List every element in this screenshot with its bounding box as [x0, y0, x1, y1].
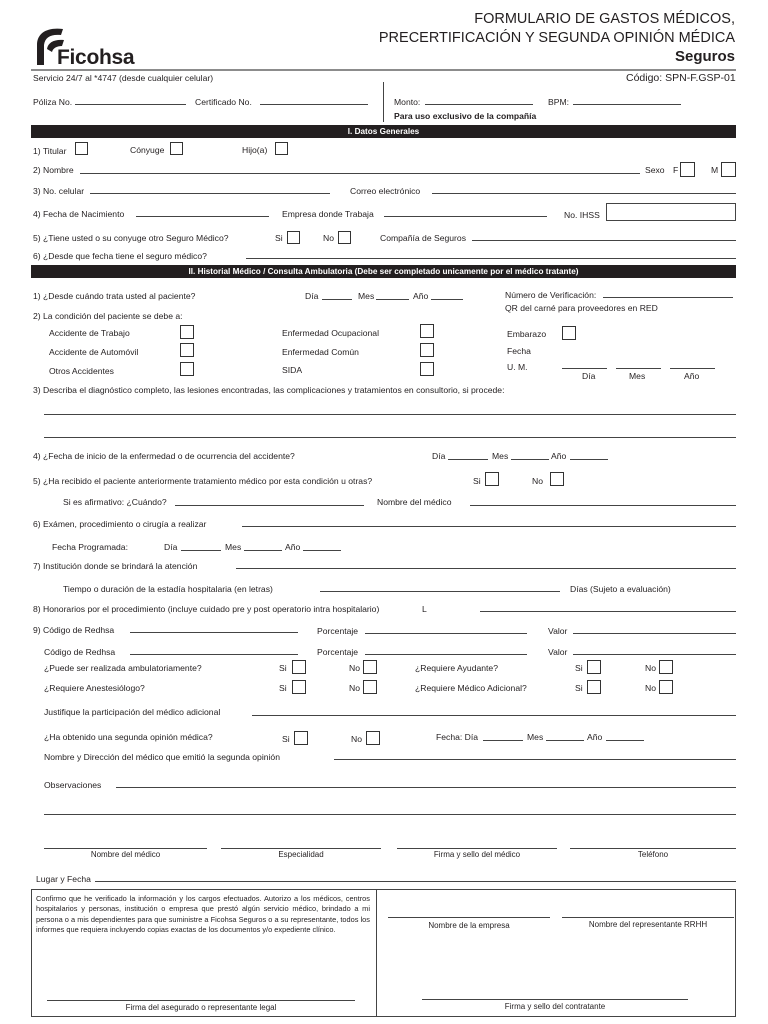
- otro-seguro-si-label: Si: [275, 233, 283, 243]
- conyuge-label: Cónyuge: [130, 145, 165, 155]
- q5-si-checkbox[interactable]: [485, 472, 499, 486]
- q1-dia-label: Día: [305, 291, 319, 301]
- q9-codigo-field[interactable]: [130, 632, 298, 633]
- sig-firma-medico-caption: Firma y sello del médico: [433, 850, 521, 859]
- section1-title: I. Datos Generales: [31, 125, 736, 138]
- declaration-divider: [376, 889, 377, 1017]
- ambulatoria-si-checkbox[interactable]: [292, 660, 306, 674]
- codigo2-field[interactable]: [130, 654, 298, 655]
- um-ano-label: Año: [684, 371, 700, 381]
- q9-label: 9) Código de Redhsa: [33, 625, 115, 635]
- otro-seguro-si-checkbox[interactable]: [287, 231, 300, 244]
- q2-label: 2) La condición del paciente se debe a:: [33, 311, 183, 321]
- porcentaje2-label: Porcentaje: [317, 647, 359, 657]
- q4-ano-label: Año: [551, 451, 567, 461]
- ihss-field[interactable]: [606, 203, 736, 221]
- q7-field[interactable]: [236, 568, 736, 569]
- fp-dia-label: Día: [164, 542, 178, 552]
- porcentaje2-field[interactable]: [365, 654, 527, 655]
- q4-dia-label: Día: [432, 451, 446, 461]
- otros-accidentes-checkbox[interactable]: [180, 362, 194, 376]
- q1-ano-label: Año: [413, 291, 429, 301]
- so-ano-label: Año: [587, 732, 603, 742]
- celular-field[interactable]: [90, 193, 330, 194]
- fp-ano-label: Año: [285, 542, 301, 552]
- accidente-trabajo-checkbox[interactable]: [180, 325, 194, 339]
- q5-nombre-medico-label: Nombre del médico: [377, 497, 452, 507]
- valor2-label: Valor: [548, 647, 568, 657]
- header-rule: [31, 69, 736, 71]
- so-fecha-label: Fecha: Día: [436, 732, 479, 742]
- lempira-label: L: [422, 604, 427, 614]
- sida-checkbox[interactable]: [420, 362, 434, 376]
- nacimiento-label: 4) Fecha de Nacimiento: [33, 209, 125, 219]
- honorarios-field[interactable]: [480, 611, 736, 612]
- nombre-direccion-label: Nombre y Dirección del médico que emitió la segunda opinión: [44, 752, 280, 762]
- fp-dia-field[interactable]: [181, 550, 221, 551]
- firma-contratante-caption: Firma y sello del contratante: [504, 1002, 606, 1011]
- um-label: U. M.: [507, 362, 528, 372]
- ayudante-si-checkbox[interactable]: [587, 660, 601, 674]
- so-mes-label: Mes: [527, 732, 544, 742]
- ayudante-si-label: Si: [575, 663, 583, 673]
- sexo-label: Sexo: [645, 165, 665, 175]
- justifique-field[interactable]: [252, 715, 736, 716]
- q1-mes-label: Mes: [358, 291, 375, 301]
- firma-asegurado-line[interactable]: [47, 1000, 355, 1001]
- form-title-line1: FORMULARIO DE GASTOS MÉDICOS,: [474, 11, 735, 27]
- si-afirmativo-field[interactable]: [175, 505, 364, 506]
- um-mes-field[interactable]: [616, 368, 661, 369]
- q7-label: 7) Institución donde se brindará la atención: [33, 561, 198, 571]
- sexo-m-label: M: [711, 165, 719, 175]
- otro-seguro-no-label: No: [323, 233, 334, 243]
- so-mes-field[interactable]: [546, 740, 584, 741]
- enf-ocupacional-checkbox[interactable]: [420, 324, 434, 338]
- form-title-line3: Seguros: [674, 48, 735, 65]
- sexo-m-checkbox[interactable]: [721, 162, 736, 177]
- poliza-label: Póliza No.: [33, 97, 73, 107]
- hijo-label: Hijo(a): [242, 145, 268, 155]
- q5-no-label: No: [532, 476, 543, 486]
- q4-label: 4) ¿Fecha de inicio de la enfermedad o de ocurrencia del accidente?: [33, 451, 295, 461]
- accidente-auto-checkbox[interactable]: [180, 343, 194, 357]
- lugar-fecha-field[interactable]: [95, 881, 736, 882]
- medico-adicional-si-label: Si: [575, 683, 583, 693]
- segunda-opinion-si-label: Si: [282, 734, 290, 744]
- titular-label: 1) Titular: [33, 146, 67, 156]
- embarazo-checkbox[interactable]: [562, 326, 576, 340]
- medico-adicional-no-label: No: [645, 683, 656, 693]
- sig-telefono-line[interactable]: [570, 848, 736, 849]
- form-title-line2: PRECERTIFICACIÓN Y SEGUNDA OPINIÓN MÉDICA: [378, 30, 735, 46]
- sig-telefono-caption: Teléfono: [637, 850, 669, 859]
- compania-field[interactable]: [472, 240, 736, 241]
- codigo2-label: Código de Redhsa: [44, 647, 116, 657]
- segunda-opinion-label: ¿Ha obtenido una segunda opinión médica?: [44, 732, 213, 742]
- bpm-label: BPM:: [548, 97, 570, 107]
- sexo-f-checkbox[interactable]: [680, 162, 695, 177]
- monto-field[interactable]: [425, 104, 533, 105]
- celular-label: 3) No. celular: [33, 186, 85, 196]
- ambulatoria-label: ¿Puede ser realizada ambulatoriamente?: [44, 663, 202, 673]
- fecha-label: Fecha: [507, 346, 531, 356]
- q3-label: 3) Describa el diagnóstico completo, las lesiones encontradas, las complicaciones y tratamientos en consultorio, si procede:: [33, 385, 505, 395]
- sig-especialidad-caption: Especialidad: [278, 850, 324, 859]
- anestesiologo-no-label: No: [349, 683, 360, 693]
- accidente-trabajo-label: Accidente de Trabajo: [49, 328, 130, 338]
- top-divider: [383, 82, 384, 122]
- q5-si-label: Si: [473, 476, 481, 486]
- dias-label: Días (Sujeto a evaluación): [570, 584, 671, 594]
- um-mes-label: Mes: [629, 371, 646, 381]
- desde-label: 6) ¿Desde que fecha tiene el seguro médico?: [33, 251, 207, 261]
- q6-field[interactable]: [242, 526, 736, 527]
- otros-accidentes-label: Otros Accidentes: [49, 366, 114, 376]
- nombre-representante-caption: Nombre del representante RRHH: [588, 920, 708, 929]
- empresa-field[interactable]: [384, 216, 547, 217]
- section2-title: II. Historial Médico / Consulta Ambulatoria (Debe ser completado unicamente por el médico tratante): [31, 265, 736, 278]
- certificado-field[interactable]: [260, 104, 368, 105]
- bpm-field[interactable]: [573, 104, 681, 105]
- nombre-representante-line[interactable]: [562, 917, 734, 918]
- tiempo-field[interactable]: [320, 591, 560, 592]
- enf-comun-label: Enfermedad Común: [282, 347, 359, 357]
- segunda-opinion-no-checkbox[interactable]: [366, 731, 380, 745]
- sig-especialidad-line[interactable]: [221, 848, 381, 849]
- anestesiologo-label: ¿Requiere Anestesiólogo?: [44, 683, 145, 693]
- q4-mes-field[interactable]: [511, 459, 549, 460]
- q9-valor-label: Valor: [548, 626, 568, 636]
- segunda-opinion-si-checkbox[interactable]: [294, 731, 308, 745]
- nombre-empresa-caption: Nombre de la empresa: [428, 921, 510, 930]
- um-dia-label: Día: [582, 371, 596, 381]
- q6-label: 6) Exámen, procedimiento o cirugía a realizar: [33, 519, 207, 529]
- q4-ano-field[interactable]: [570, 459, 608, 460]
- fp-mes-label: Mes: [225, 542, 242, 552]
- q1-dia-field[interactable]: [322, 299, 352, 300]
- q8-label: 8) Honorarios por el procedimiento (incluye cuidado pre y post operatorio intra hospitalario): [33, 604, 380, 614]
- nombre-field[interactable]: [80, 173, 640, 174]
- service-text: Servicio 24/7 al *4747 (desde cualquier celular): [33, 73, 214, 83]
- verificacion-field[interactable]: [603, 297, 733, 298]
- medico-adicional-label: ¿Requiere Médico Adicional?: [415, 683, 527, 693]
- q5-nombre-medico-field[interactable]: [470, 505, 736, 506]
- so-ano-field[interactable]: [606, 740, 644, 741]
- um-ano-field[interactable]: [670, 368, 715, 369]
- q3-line1[interactable]: [44, 414, 736, 415]
- q9-porcentaje-label: Porcentaje: [317, 626, 359, 636]
- otro-seguro-label: 5) ¿Tiene usted o su conyuge otro Seguro Médico?: [33, 233, 229, 243]
- poliza-field[interactable]: [75, 104, 186, 105]
- nacimiento-field[interactable]: [136, 216, 269, 217]
- verificacion-label: Número de Verificación:: [505, 290, 597, 300]
- declaration-text: Confirmo que he verificado la información y los cargos efectuados. Autorizo a los médicos, centros hospitalarios y personas, institución o empresa que prestó algún servicio médico, brindado a mi persona o a mis dependientes para que suministre a Ficohsa Seguros o a su representante, todos los informes que requiera incluyendo copias exactas de los documentos y/o expediente clínico.: [36, 894, 370, 935]
- nombre-direccion-field[interactable]: [334, 759, 736, 760]
- q4-mes-label: Mes: [492, 451, 509, 461]
- valor2-field[interactable]: [573, 654, 736, 655]
- q4-dia-field[interactable]: [448, 459, 488, 460]
- ambulatoria-no-label: No: [349, 663, 360, 673]
- qr-label: QR del carné para proveedores en RED: [505, 303, 658, 313]
- firma-asegurado-caption: Firma del asegurado o representante legal: [125, 1003, 277, 1012]
- q5-no-checkbox[interactable]: [550, 472, 564, 486]
- enf-ocupacional-label: Enfermedad Ocupacional: [282, 328, 379, 338]
- otro-seguro-no-checkbox[interactable]: [338, 231, 351, 244]
- sig-nombre-medico-line[interactable]: [44, 848, 207, 849]
- q3-line2[interactable]: [44, 437, 736, 438]
- medico-adicional-no-checkbox[interactable]: [659, 680, 673, 694]
- anestesiologo-no-checkbox[interactable]: [363, 680, 377, 694]
- correo-label: Correo electrónico: [350, 186, 421, 196]
- ambulatoria-no-checkbox[interactable]: [363, 660, 377, 674]
- q1-mes-field[interactable]: [376, 299, 409, 300]
- justifique-label: Justifique la participación del médico adicional: [44, 707, 221, 717]
- q5-label: 5) ¿Ha recibido el paciente anteriormente tratamiento médico por esta condición u otras?: [33, 476, 373, 486]
- titular-checkbox[interactable]: [75, 142, 88, 155]
- empresa-label: Empresa donde Trabaja: [282, 209, 374, 219]
- enf-comun-checkbox[interactable]: [420, 343, 434, 357]
- medico-adicional-si-checkbox[interactable]: [587, 680, 601, 694]
- correo-field[interactable]: [432, 193, 736, 194]
- anestesiologo-si-checkbox[interactable]: [292, 680, 306, 694]
- certificado-label: Certificado No.: [195, 97, 252, 107]
- fp-ano-field[interactable]: [303, 550, 341, 551]
- firma-contratante-line[interactable]: [422, 999, 688, 1000]
- ambulatoria-si-label: Si: [279, 663, 287, 673]
- ayudante-no-checkbox[interactable]: [659, 660, 673, 674]
- observaciones-label: Observaciones: [44, 780, 102, 790]
- form-code: Código: SPN-F.GSP-01: [626, 72, 736, 84]
- nombre-empresa-line[interactable]: [388, 917, 550, 918]
- sida-label: SIDA: [282, 365, 303, 375]
- brand-name: Ficohsa: [57, 46, 135, 69]
- nombre-label: 2) Nombre: [33, 165, 74, 175]
- segunda-opinion-no-label: No: [351, 734, 362, 744]
- si-afirmativo-label: Si es afirmativo: ¿Cuándo?: [63, 497, 167, 507]
- ayudante-no-label: No: [645, 663, 656, 673]
- q1-ano-field[interactable]: [431, 299, 463, 300]
- desde-field[interactable]: [246, 258, 736, 259]
- sexo-f-label: F: [673, 165, 679, 175]
- fecha-programada-label: Fecha Programada:: [52, 542, 128, 552]
- q1-label: 1) ¿Desde cuándo trata usted al paciente?: [33, 291, 196, 301]
- q9-porcentaje-field[interactable]: [365, 633, 527, 634]
- observaciones-line1[interactable]: [116, 787, 736, 788]
- um-dia-field[interactable]: [562, 368, 607, 369]
- ihss-label: No. IHSS: [564, 210, 600, 220]
- hijo-checkbox[interactable]: [275, 142, 288, 155]
- monto-label: Monto:: [394, 97, 421, 107]
- exclusive-note: Para uso exclusivo de la compañía: [394, 111, 537, 121]
- ayudante-label: ¿Requiere Ayudante?: [415, 663, 498, 673]
- fp-mes-field[interactable]: [244, 550, 282, 551]
- compania-label: Compañía de Seguros: [380, 233, 466, 243]
- q9-valor-field[interactable]: [573, 633, 736, 634]
- so-dia-field[interactable]: [483, 740, 523, 741]
- tiempo-label: Tiempo o duración de la estadía hospitalaria (en letras): [63, 584, 273, 594]
- lugar-fecha-label: Lugar y Fecha: [36, 874, 91, 884]
- sig-nombre-medico-caption: Nombre del médico: [90, 850, 161, 859]
- accidente-auto-label: Accidente de Automóvil: [49, 347, 139, 357]
- embarazo-label: Embarazo: [507, 329, 547, 339]
- conyuge-checkbox[interactable]: [170, 142, 183, 155]
- anestesiologo-si-label: Si: [279, 683, 287, 693]
- observaciones-line2[interactable]: [44, 814, 736, 815]
- sig-firma-medico-line[interactable]: [397, 848, 557, 849]
